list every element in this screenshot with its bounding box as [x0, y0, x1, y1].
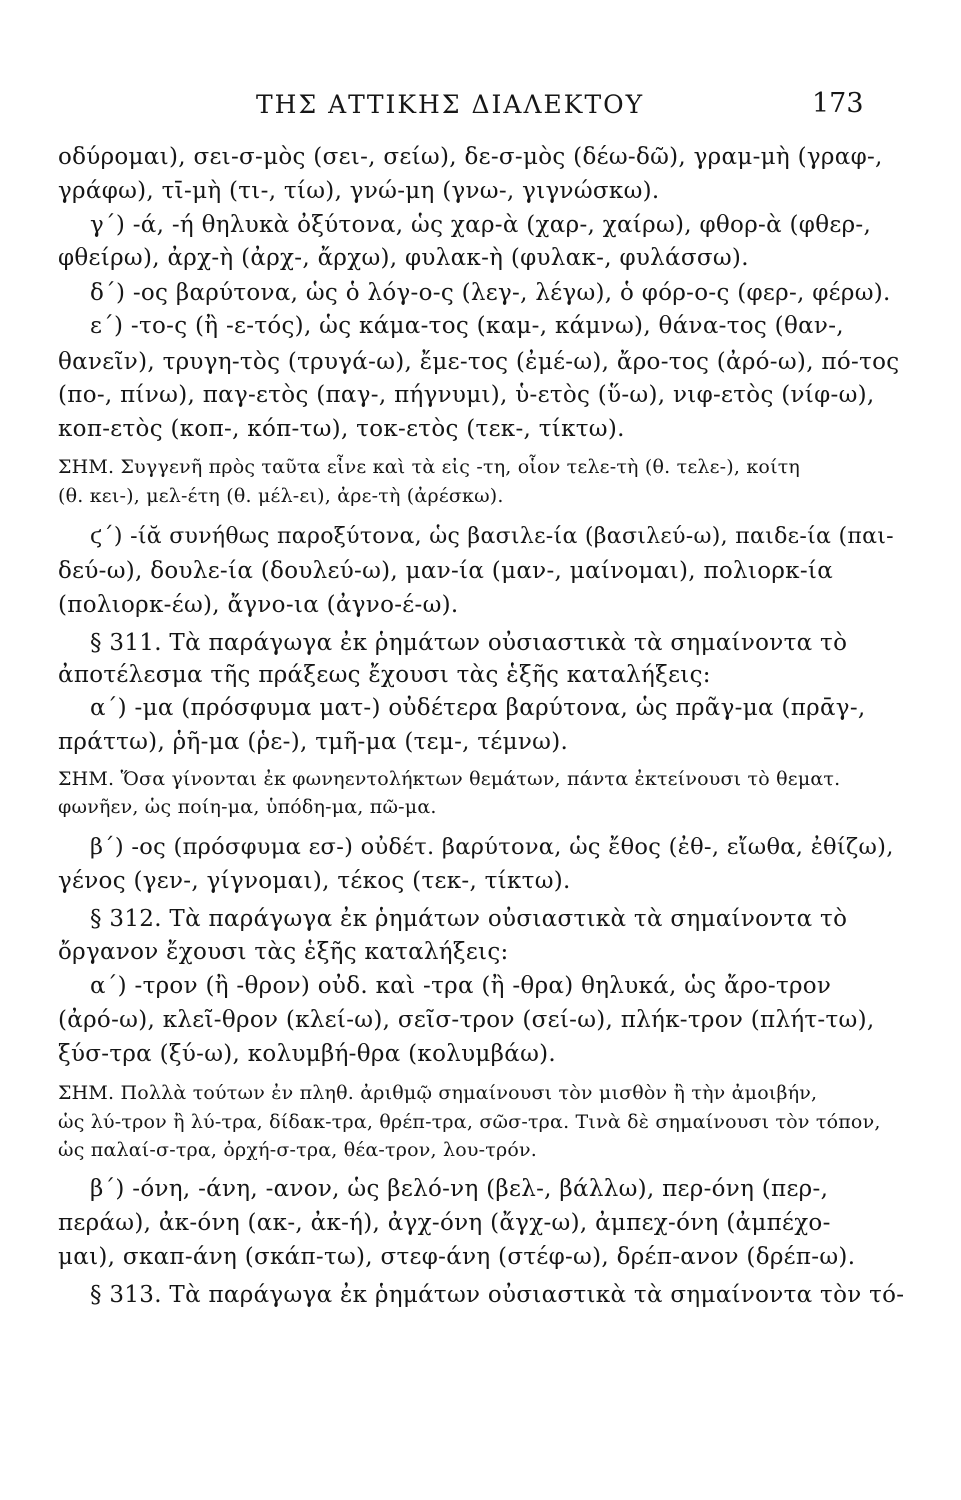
text-line: πράττω), ῥῆ-μα (ῥε-), τμῆ-μα (τεμ-, τέμνω).: [58, 729, 569, 755]
text-line: δεύ-ω), δουλε-ία (δουλεύ-ω), μαν-ία (μαν-, μαίνομαι), πολιορκ-ία: [58, 558, 834, 584]
text-line: (ἀρό-ω), κλεῖ-θρον (κλεί-ω), σεῖσ-τρον (σεί-ω), πλήκ-τρον (πλήτ-τω),: [58, 1007, 875, 1033]
text-line: ε΄) -το-ς (ἢ -ε-τός), ὡς κάμα-τος (καμ-, κάμνω), θάνα-τος (θαν-,: [90, 313, 844, 339]
text-line: α΄) -τρον (ἢ -θρον) οὐδ. καὶ -τρα (ἢ -θρα) θηλυκά, ὡς ἄρο-τρον: [90, 973, 832, 999]
text-line: περάω), ἀκ-όνη (ακ-, ἀκ-ή), ἀγχ-όνη (ἄγχ-ω), ἀμπεχ-όνη (ἀμπέχο-: [58, 1210, 831, 1236]
section-heading-312: § 312. Τὰ παράγωγα ἐκ ῥημάτων οὐσιαστικὰ τὰ σημαίνοντα τὸ: [90, 906, 848, 932]
text-line: ξύσ-τρα (ξύ-ω), κολυμβή-θρα (κολυμβάω).: [58, 1041, 557, 1067]
text-line: ἀποτέλεσμα τῆς πράξεως ἔχουσι τὰς ἑξῆς καταλήξεις:: [58, 662, 711, 688]
note-line: ὡς λύ-τρον ἢ λύ-τρα, δίδακ-τρα, θρέπ-τρα, σῶσ-τρα. Τινὰ δὲ σημαίνουσι τὸν τόπον,: [58, 1111, 881, 1133]
note-line: ΣΗΜ. Πολλὰ τούτων ἐν πληθ. ἀριθμῷ σημαίνουσι τὸν μισθὸν ἢ τὴν ἀμοιβήν,: [58, 1082, 818, 1104]
text-line: (πολιορκ-έω), ἄγνο-ια (ἀγνο-έ-ω).: [58, 592, 459, 618]
text-line: γένος (γεν-, γίγνομαι), τέκος (τεκ-, τίκτω).: [58, 868, 571, 894]
section-heading-311: § 311. Τὰ παράγωγα ἐκ ῥημάτων οὐσιαστικὰ τὰ σημαίνοντα τὸ: [90, 630, 848, 656]
note-line: ΣΗΜ. Ὅσα γίνονται ἐκ φωνηεντολήκτων θεμάτων, πάντα ἐκτείνουσι τὸ θεματ.: [58, 768, 841, 790]
page-number: 173: [812, 88, 864, 119]
text-line: κοπ-ετὸς (κοπ-, κόπ-τω), τοκ-ετὸς (τεκ-, τίκτω).: [58, 416, 625, 442]
note-line: ὡς παλαί-σ-τρα, ὀρχή-σ-τρα, θέα-τρον, λου-τρόν.: [58, 1139, 537, 1161]
note-line: ΣΗΜ. Συγγενῆ πρὸς ταῦτα εἶνε καὶ τὰ εἰς -τη, οἷον τελε-τὴ (θ. τελε-), κοίτη: [58, 456, 801, 478]
text-line: ϛ΄) -ίᾰ συνήθως παροξύτονα, ὡς βασιλε-ία (βασιλεύ-ω), παιδε-ία (παι-: [90, 524, 894, 549]
text-line: (πο-, πίνω), παγ-ετὸς (παγ-, πήγνυμι), ὑ-ετὸς (ὕ-ω), νιφ-ετὸς (νίφ-ω),: [58, 382, 875, 408]
text-line: ὄργανον ἔχουσι τὰς ἑξῆς καταλήξεις:: [58, 939, 509, 965]
running-title: ΤΗΣ ΑΤΤΙΚΗΣ ΔΙΑΛΕΚΤΟΥ: [256, 90, 645, 119]
text-line: θανεῖν), τρυγη-τὸς (τρυγά-ω), ἔμε-τος (ἐμέ-ω), ἄρο-τος (ἀρό-ω), πό-τος: [58, 349, 900, 375]
text-line: φθείρω), ἀρχ-ὴ (ἀρχ-, ἄρχω), φυλακ-ὴ (φυλακ-, φυλάσσω).: [58, 245, 749, 271]
text-line: μαι), σκαπ-άνη (σκάπ-τω), στεφ-άνη (στέφ-ω), δρέπ-ανον (δρέπ-ω).: [58, 1244, 856, 1270]
text-line: α΄) -μα (πρόσφυμα ματ-) οὐδέτερα βαρύτονα, ὡς πρᾶγ-μα (πρᾱγ-,: [90, 695, 866, 721]
text-line: δ΄) -ος βαρύτονα, ὡς ὁ λόγ-ο-ς (λεγ-, λέγω), ὁ φόρ-ο-ς (φερ-, φέρω).: [90, 280, 891, 306]
text-line: γ΄) -ά, -ή θηλυκὰ ὀξύτονα, ὡς χαρ-ὰ (χαρ-, χαίρω), φθορ-ὰ (φθερ-,: [90, 212, 872, 238]
text-line: οδύρομαι), σει-σ-μὸς (σει-, σείω), δε-σ-μὸς (δέω-δῶ), γραμ-μὴ (γραφ-,: [58, 144, 883, 170]
text-line: β΄) -όνη, -άνη, -ανον, ὡς βελό-νη (βελ-, βάλλω), περ-όνη (περ-,: [90, 1176, 829, 1202]
text-line: γράφω), τῑ-μὴ (τι-, τίω), γνώ-μη (γνω-, γιγνώσκω).: [58, 178, 660, 204]
note-line: (θ. κει-), μελ-έτη (θ. μέλ-ει), ἀρε-τὴ (ἀρέσκω).: [58, 485, 504, 507]
page-header: [0, 88, 961, 128]
note-line: φωνῆεν, ὡς ποίη-μα, ὑπόδη-μα, πῶ-μα.: [58, 796, 437, 818]
section-heading-313: § 313. Τὰ παράγωγα ἐκ ῥημάτων οὐσιαστικὰ τὰ σημαίνοντα τὸν τό-: [90, 1282, 905, 1308]
text-line: β΄) -ος (πρόσφυμα εσ-) οὐδέτ. βαρύτονα, ὡς ἔθος (ἐθ-, εἴωθα, ἐθίζω),: [90, 834, 894, 860]
